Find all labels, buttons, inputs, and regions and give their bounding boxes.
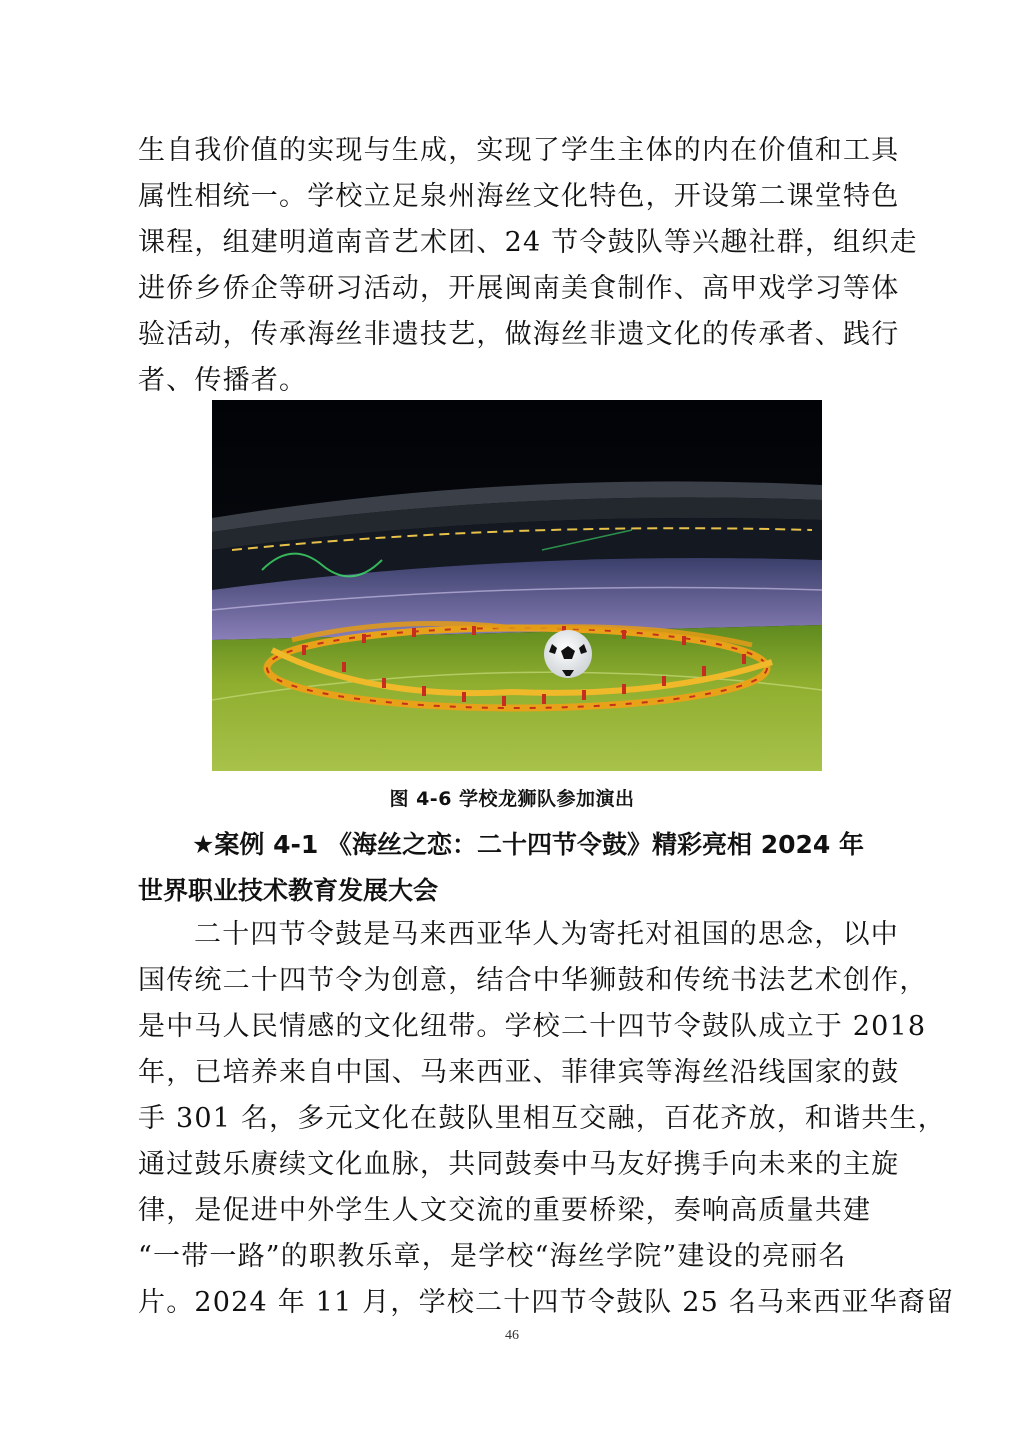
text-line: 课程，组建明道南音艺术团、24 节令鼓队等兴趣社群，组织走 — [138, 227, 918, 258]
figure-caption: 图 4-6 学校龙狮队参加演出 — [389, 788, 635, 810]
text-line: 验活动，传承海丝非遗技艺，做海丝非遗文化的传承者、践行 — [138, 319, 900, 350]
text-line: 二十四节令鼓是马来西亚华人为寄托对祖国的思念，以中 — [194, 919, 899, 950]
text-line: 片。2024 年 11 月，学校二十四节令鼓队 25 名马来西亚华裔留 — [138, 1287, 955, 1318]
case-heading-line: 世界职业技术教育发展大会 — [138, 876, 439, 905]
text-line: 年，已培养来自中国、马来西亚、菲律宾等海丝沿线国家的鼓 — [138, 1057, 900, 1088]
text-line: 手 301 名，多元文化在鼓队里相互交融，百花齐放，和谐共生， — [138, 1103, 946, 1134]
text-line: 通过鼓乐赓续文化血脉，共同鼓奏中马友好携手向未来的主旋 — [138, 1149, 900, 1180]
text-line: 国传统二十四节令为创意，结合中华狮鼓和传统书法艺术创作， — [138, 965, 928, 996]
case-heading-line: ★案例 4-1 《海丝之恋：二十四节令鼓》精彩亮相 2024 年 — [192, 830, 864, 859]
body-paragraph-1 — [138, 128, 918, 404]
text-line: 属性相统一。学校立足泉州海丝文化特色，开设第二课堂特色 — [138, 181, 900, 212]
case-heading — [138, 822, 898, 914]
text-line: 是中马人民情感的文化纽带。学校二十四节令鼓队成立于 2018 — [138, 1011, 927, 1042]
stadium-illustration — [212, 400, 822, 771]
body-paragraph-2 — [138, 912, 955, 1326]
stadium-performance-photo — [212, 400, 822, 771]
text-line: 律，是促进中外学生人文交流的重要桥梁，奏响高质量共建 — [138, 1195, 872, 1226]
text-line: 进侨乡侨企等研习活动，开展闽南美食制作、高甲戏学习等体 — [138, 273, 900, 304]
text-line: “一带一路”的职教乐章，是学校“海丝学院”建设的亮丽名 — [138, 1241, 847, 1272]
text-line: 生自我价值的实现与生成，实现了学生主体的内在价值和工具 — [138, 135, 900, 166]
page-number: 46 — [505, 1328, 519, 1343]
text-line: 者、传播者。 — [138, 365, 308, 396]
